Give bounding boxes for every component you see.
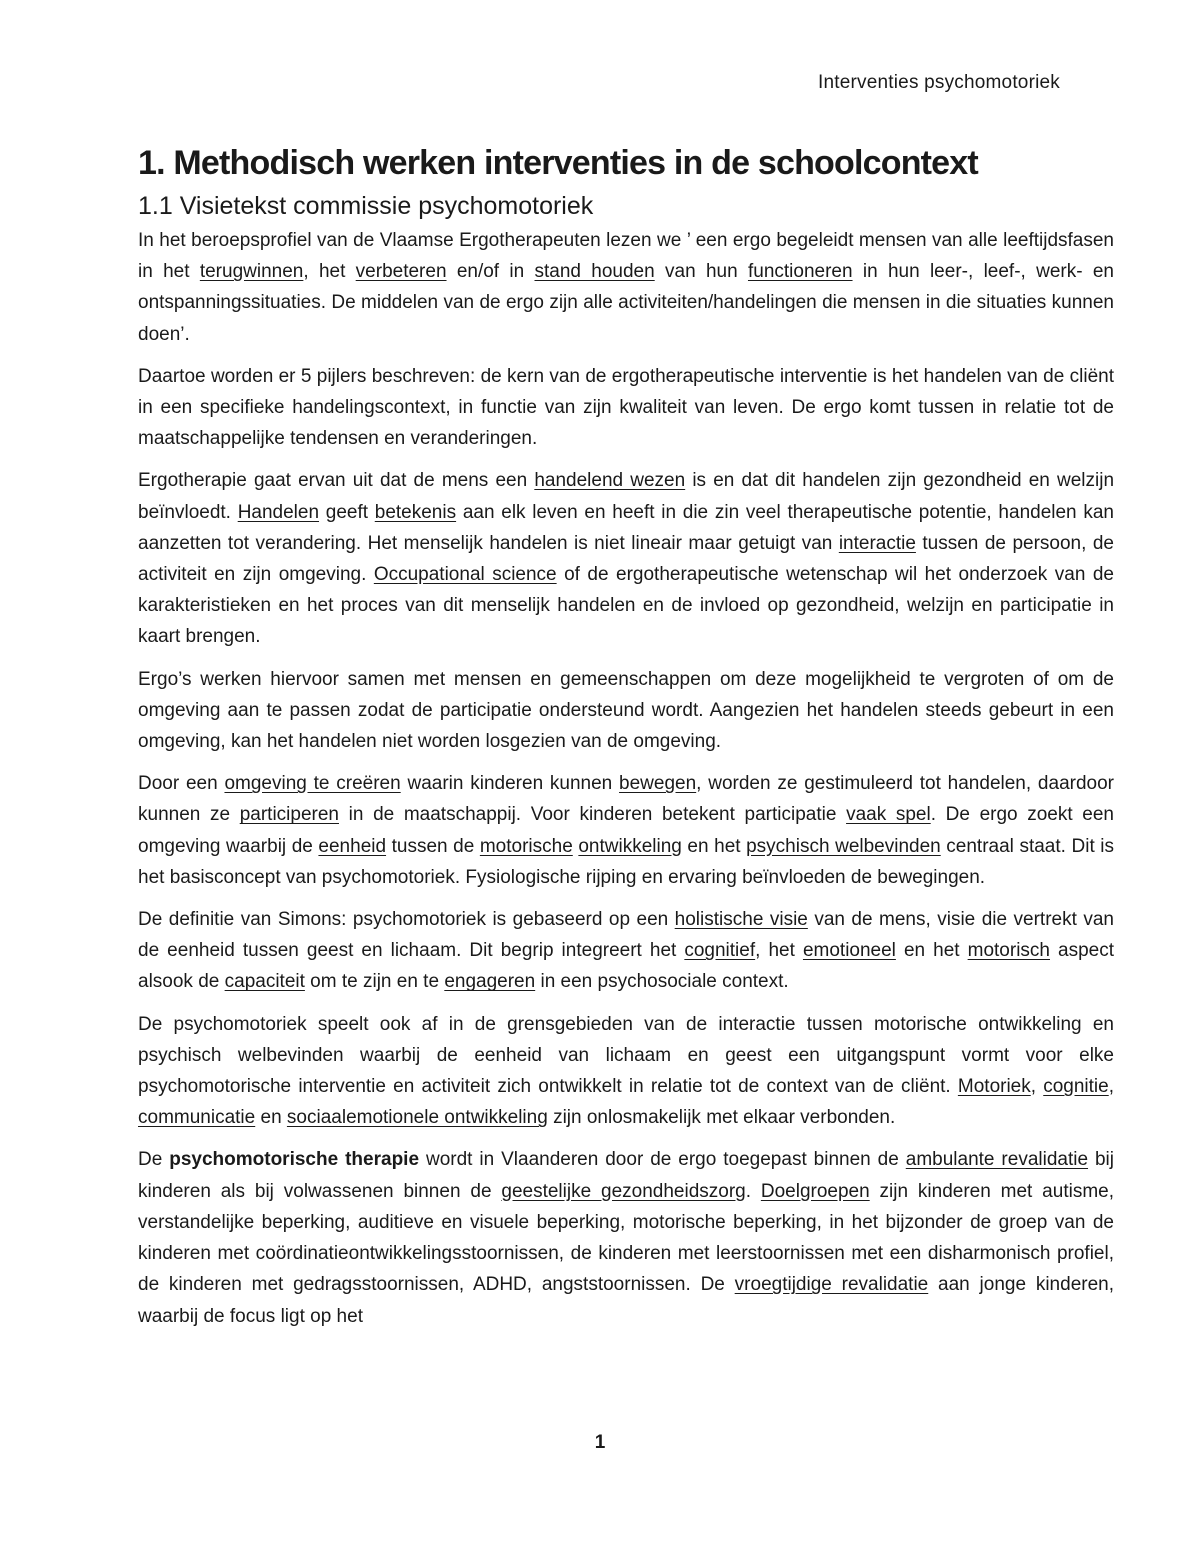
- underlined-term: engageren: [444, 971, 536, 993]
- underlined-term: Motoriek: [957, 1076, 1031, 1098]
- underlined-term: Doelgroepen: [760, 1180, 870, 1202]
- text-run: van de mens, visie die vertrekt van de eenheid tussen geest en lichaam. Dit begrip integreert het: [138, 909, 1114, 962]
- text-run: , worden ze gestimuleerd tot handelen, daardoor kunnen ze: [138, 773, 1114, 826]
- text-run: is en dat dit handelen zijn gezondheid en welzijn beïnvloedt.: [138, 470, 1115, 523]
- paragraph-6: [138, 904, 1114, 998]
- text-run: Door een: [138, 773, 225, 795]
- paragraph-8: [138, 1144, 1114, 1331]
- underlined-term: motorische: [479, 835, 573, 857]
- underlined-term: Occupational science: [373, 564, 557, 586]
- text-run: In het beroepsprofiel van de Vlaamse Ergotherapeuten lezen we ’ een ergo begeleidt mensen van alle leeftijdsfasen in het: [138, 230, 1114, 283]
- text-run: of de ergotherapeutische wetenschap wil het onderzoek van de karakteristieken en het proces van dit menselijk handelen en de invloed op gezondheid, welzijn en participatie in kaart brengen.: [138, 564, 1114, 648]
- text-run: in de maatschappij. Voor kinderen betekent participatie: [338, 804, 847, 826]
- text-run: tussen de: [386, 835, 480, 857]
- text-run: aan jonge kinderen, waarbij de focus ligt op het: [138, 1274, 1114, 1327]
- text-run: .: [745, 1180, 761, 1202]
- underlined-term: communicatie: [138, 1107, 256, 1129]
- text-run: Daartoe worden er 5 pijlers beschreven: de kern van de ergotherapeutische interventie is het handelen van de cliënt in een specifieke handelingscontext, in functie van zijn kwaliteit van leven. De ergo komt tussen in relatie tot de maatschappelijke tendensen en veranderingen.: [138, 365, 1114, 450]
- underlined-term: cognitie: [1043, 1076, 1109, 1098]
- paragraph-7: [138, 1009, 1114, 1134]
- underlined-term: eenheid: [318, 835, 387, 857]
- paragraph-5: [138, 768, 1114, 893]
- text-run: De definitie van Simons: psychomotoriek is gebaseerd op een: [138, 909, 675, 931]
- text-run: in een psychosociale context.: [535, 971, 789, 993]
- text-run: en: [255, 1107, 287, 1129]
- text-run: ,: [1030, 1076, 1044, 1098]
- text-run: en het: [895, 940, 968, 962]
- section-title: 1.1 Visietekst commissie psychomotoriek: [138, 192, 594, 220]
- paragraph-4: [138, 664, 1114, 758]
- underlined-term: vaak spel: [846, 804, 931, 826]
- underlined-term: terugwinnen: [199, 261, 304, 283]
- text-run: van hun: [654, 261, 748, 283]
- text-run: in hun leer-, leef-, werk- en ontspanningssituaties. De middelen van de ergo zijn alle activiteiten/handelingen die mensen in die situaties kunnen doen’.: [138, 261, 1114, 345]
- underlined-term: interactie: [838, 532, 916, 554]
- page-content: [138, 140, 1114, 1332]
- text-run: wordt in Vlaanderen door de ergo toegepast binnen de: [419, 1149, 906, 1171]
- underlined-term: holistische visie: [674, 909, 808, 931]
- text-run: bij kinderen als bij volwassenen binnen de: [138, 1149, 1114, 1202]
- text-run: . De ergo zoekt een omgeving waarbij de: [138, 804, 1114, 857]
- underlined-term: verbeteren: [355, 261, 447, 283]
- paragraph-1: [138, 225, 1114, 350]
- text-run: ,: [1108, 1076, 1115, 1098]
- underlined-term: cognitief: [684, 940, 756, 962]
- text-run: De psychomotoriek speelt ook af in de grensgebieden van de interactie tussen motorische ontwikkeling en psychisch welbevinden waarbij de eenheid van lichaam en geest een uitgangspunt vormt voor elke psychomotorische interventie en activiteit zich ontwikkelt in relatie tot de context van de cliënt.: [138, 1013, 1114, 1098]
- running-header: Interventies psychomotoriek: [818, 72, 1060, 93]
- text-run: om te zijn en te: [304, 971, 445, 993]
- underlined-term: ontwikkeling: [578, 835, 682, 857]
- underlined-term: betekenis: [374, 501, 457, 523]
- paragraph-2: [138, 361, 1114, 455]
- text-run: centraal staat. Dit is het basisconcept van psychomotoriek. Fysiologische rijping en ervaring beïnvloeden de bewegingen.: [138, 835, 1115, 888]
- text-run: tussen de persoon, de activiteit en zijn omgeving.: [138, 532, 1114, 586]
- text-run: Ergo’s werken hiervoor samen met mensen en gemeenschappen om deze mogelijkheid te vergroten of om de omgeving aan te passen zodat de participatie ondersteund wordt. Aangezien het handelen steeds gebeurt in een omgeving, kan het handelen niet worden losgezien van de omgeving.: [138, 668, 1114, 753]
- text-run: , het: [303, 261, 356, 283]
- underlined-term: sociaalemotionele ontwikkeling: [286, 1107, 548, 1129]
- underlined-term: functioneren: [747, 261, 853, 283]
- text-run: waarin kinderen kunnen: [400, 773, 620, 795]
- text-run: De: [138, 1149, 170, 1171]
- underlined-term: emotioneel: [802, 940, 896, 962]
- text-run: en/of in: [446, 261, 535, 283]
- text-run: zijn kinderen met autisme, verstandelijke beperking, auditieve en visuele beperking, motorische beperking, in het bijzonder de groep van de kinderen met coördinatieontwikkelingsstoornissen, de kinderen met leerstoornissen met een disharmonisch profiel, de kinderen met gedragsstoornissen, ADHD, angststoornissen. De: [138, 1180, 1114, 1296]
- paragraph-3: [138, 465, 1114, 652]
- text-run: aan elk leven en heeft in die zin veel therapeutische potentie, handelen kan aanzetten tot verandering. Het menselijk handelen is niet lineair maar getuigt van: [138, 501, 1114, 554]
- underlined-term: omgeving te creëren: [224, 773, 401, 795]
- underlined-term: Handelen: [237, 501, 320, 523]
- text-run: en het: [681, 835, 747, 857]
- underlined-term: handelend wezen: [534, 470, 686, 492]
- underlined-term: geestelijke gezondheidszorg: [501, 1180, 746, 1202]
- page-number: 1: [594, 1432, 606, 1453]
- text-run: zijn onlosmakelijk met elkaar verbonden.: [547, 1107, 896, 1129]
- underlined-term: bewegen: [619, 773, 697, 795]
- underlined-term: motorisch: [967, 940, 1050, 962]
- chapter-title: 1. Methodisch werken interventies in de schoolcontext: [138, 144, 978, 182]
- underlined-term: ambulante revalidatie: [905, 1149, 1089, 1171]
- text-run: Ergotherapie gaat ervan uit dat de mens een: [138, 470, 535, 492]
- bold-term: psychomotorische therapie: [169, 1149, 420, 1171]
- underlined-term: stand houden: [534, 261, 655, 283]
- text-run: , het: [755, 940, 803, 962]
- underlined-term: participeren: [239, 804, 339, 826]
- text-run: geeft: [319, 501, 375, 523]
- text-run: aspect alsook de: [138, 940, 1115, 993]
- underlined-term: psychisch welbevinden: [746, 835, 941, 857]
- underlined-term: capaciteit: [224, 971, 305, 993]
- underlined-term: vroegtijdige revalidatie: [734, 1274, 929, 1296]
